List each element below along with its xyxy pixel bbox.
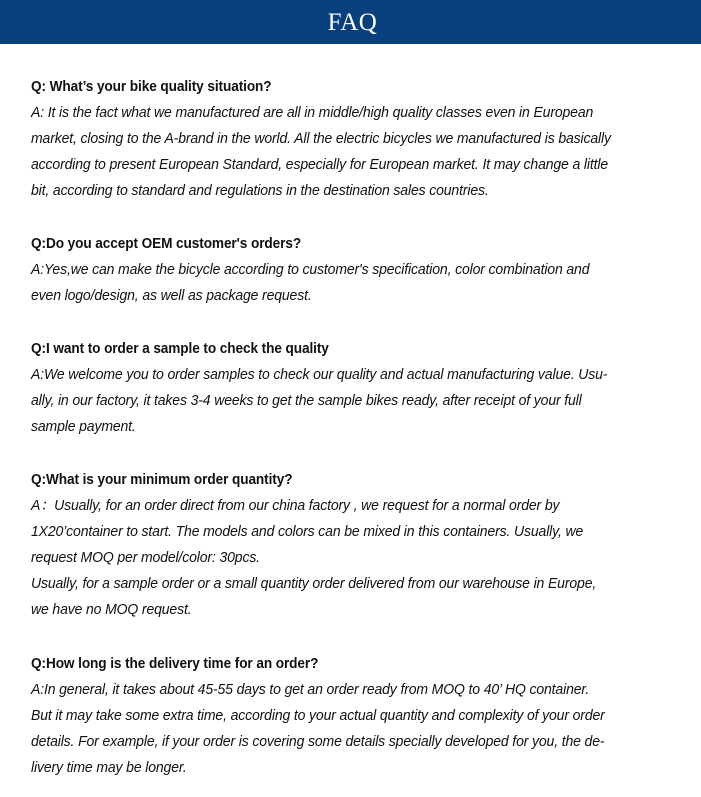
faq-answer-line: A：Usually, for an order direct from our china factory , we request for a normal order by: [31, 497, 560, 514]
faq-answer-line: A: It is the fact what we manufactured are all in middle/high quality classes even in European: [31, 104, 594, 121]
faq-question: Q:How long is the delivery time for an order?: [31, 656, 319, 672]
faq-item-delivery: [31, 651, 681, 781]
faq-answer-line: market, closing to the A-brand in the world. All the electric bicycles we manufactured is basically: [31, 130, 611, 147]
faq-answer-line: A:In general, it takes about 45-55 days to get an order ready from MOQ to 40’ HQ container.: [31, 681, 590, 698]
faq-question: Q:What is your minimum order quantity?: [31, 472, 293, 488]
faq-answer-line: bit, according to standard and regulations in the destination sales countries.: [31, 182, 489, 199]
page-title: FAQ: [327, 9, 378, 36]
faq-answer-line: ally, in our factory, it takes 3-4 weeks to get the sample bikes ready, after receipt of your full: [31, 392, 582, 409]
faq-header-banner: [0, 0, 701, 44]
faq-answer-line: sample payment.: [31, 418, 136, 435]
faq-answer-line: according to present European Standard, especially for European market. It may change a little: [31, 156, 608, 173]
faq-answer-line: Usually, for a sample order or a small quantity order delivered from our warehouse in Europe,: [31, 575, 597, 592]
faq-question: Q: What’s your bike quality situation?: [31, 79, 272, 95]
faq-answer-line: livery time may be longer.: [31, 759, 187, 776]
faq-question: Q:Do you accept OEM customer's orders?: [31, 236, 302, 252]
faq-item-moq: [31, 467, 681, 623]
faq-answer-line: But it may take some extra time, according to your actual quantity and complexity of your order: [31, 707, 605, 724]
faq-answer-line: even logo/design, as well as package request.: [31, 287, 312, 304]
faq-question: Q:I want to order a sample to check the quality: [31, 341, 329, 357]
faq-item-sample: [31, 336, 681, 440]
faq-answer-line: we have no MOQ request.: [31, 601, 192, 618]
faq-answer-line: A:We welcome you to order samples to check our quality and actual manufacturing value. Usu-: [31, 366, 608, 383]
faq-answer-line: A:Yes,we can make the bicycle according to customer's specification, color combination and: [31, 261, 590, 278]
faq-answer-line: details. For example, if your order is covering some details specially developed for you, the de-: [31, 733, 605, 750]
faq-item-oem: [31, 231, 681, 309]
faq-answer-line: 1X20’container to start. The models and colors can be mixed in this containers. Usually, we: [31, 523, 584, 540]
faq-item-quality: [31, 74, 681, 204]
faq-answer-line: request MOQ per model/color: 30pcs.: [31, 549, 260, 566]
